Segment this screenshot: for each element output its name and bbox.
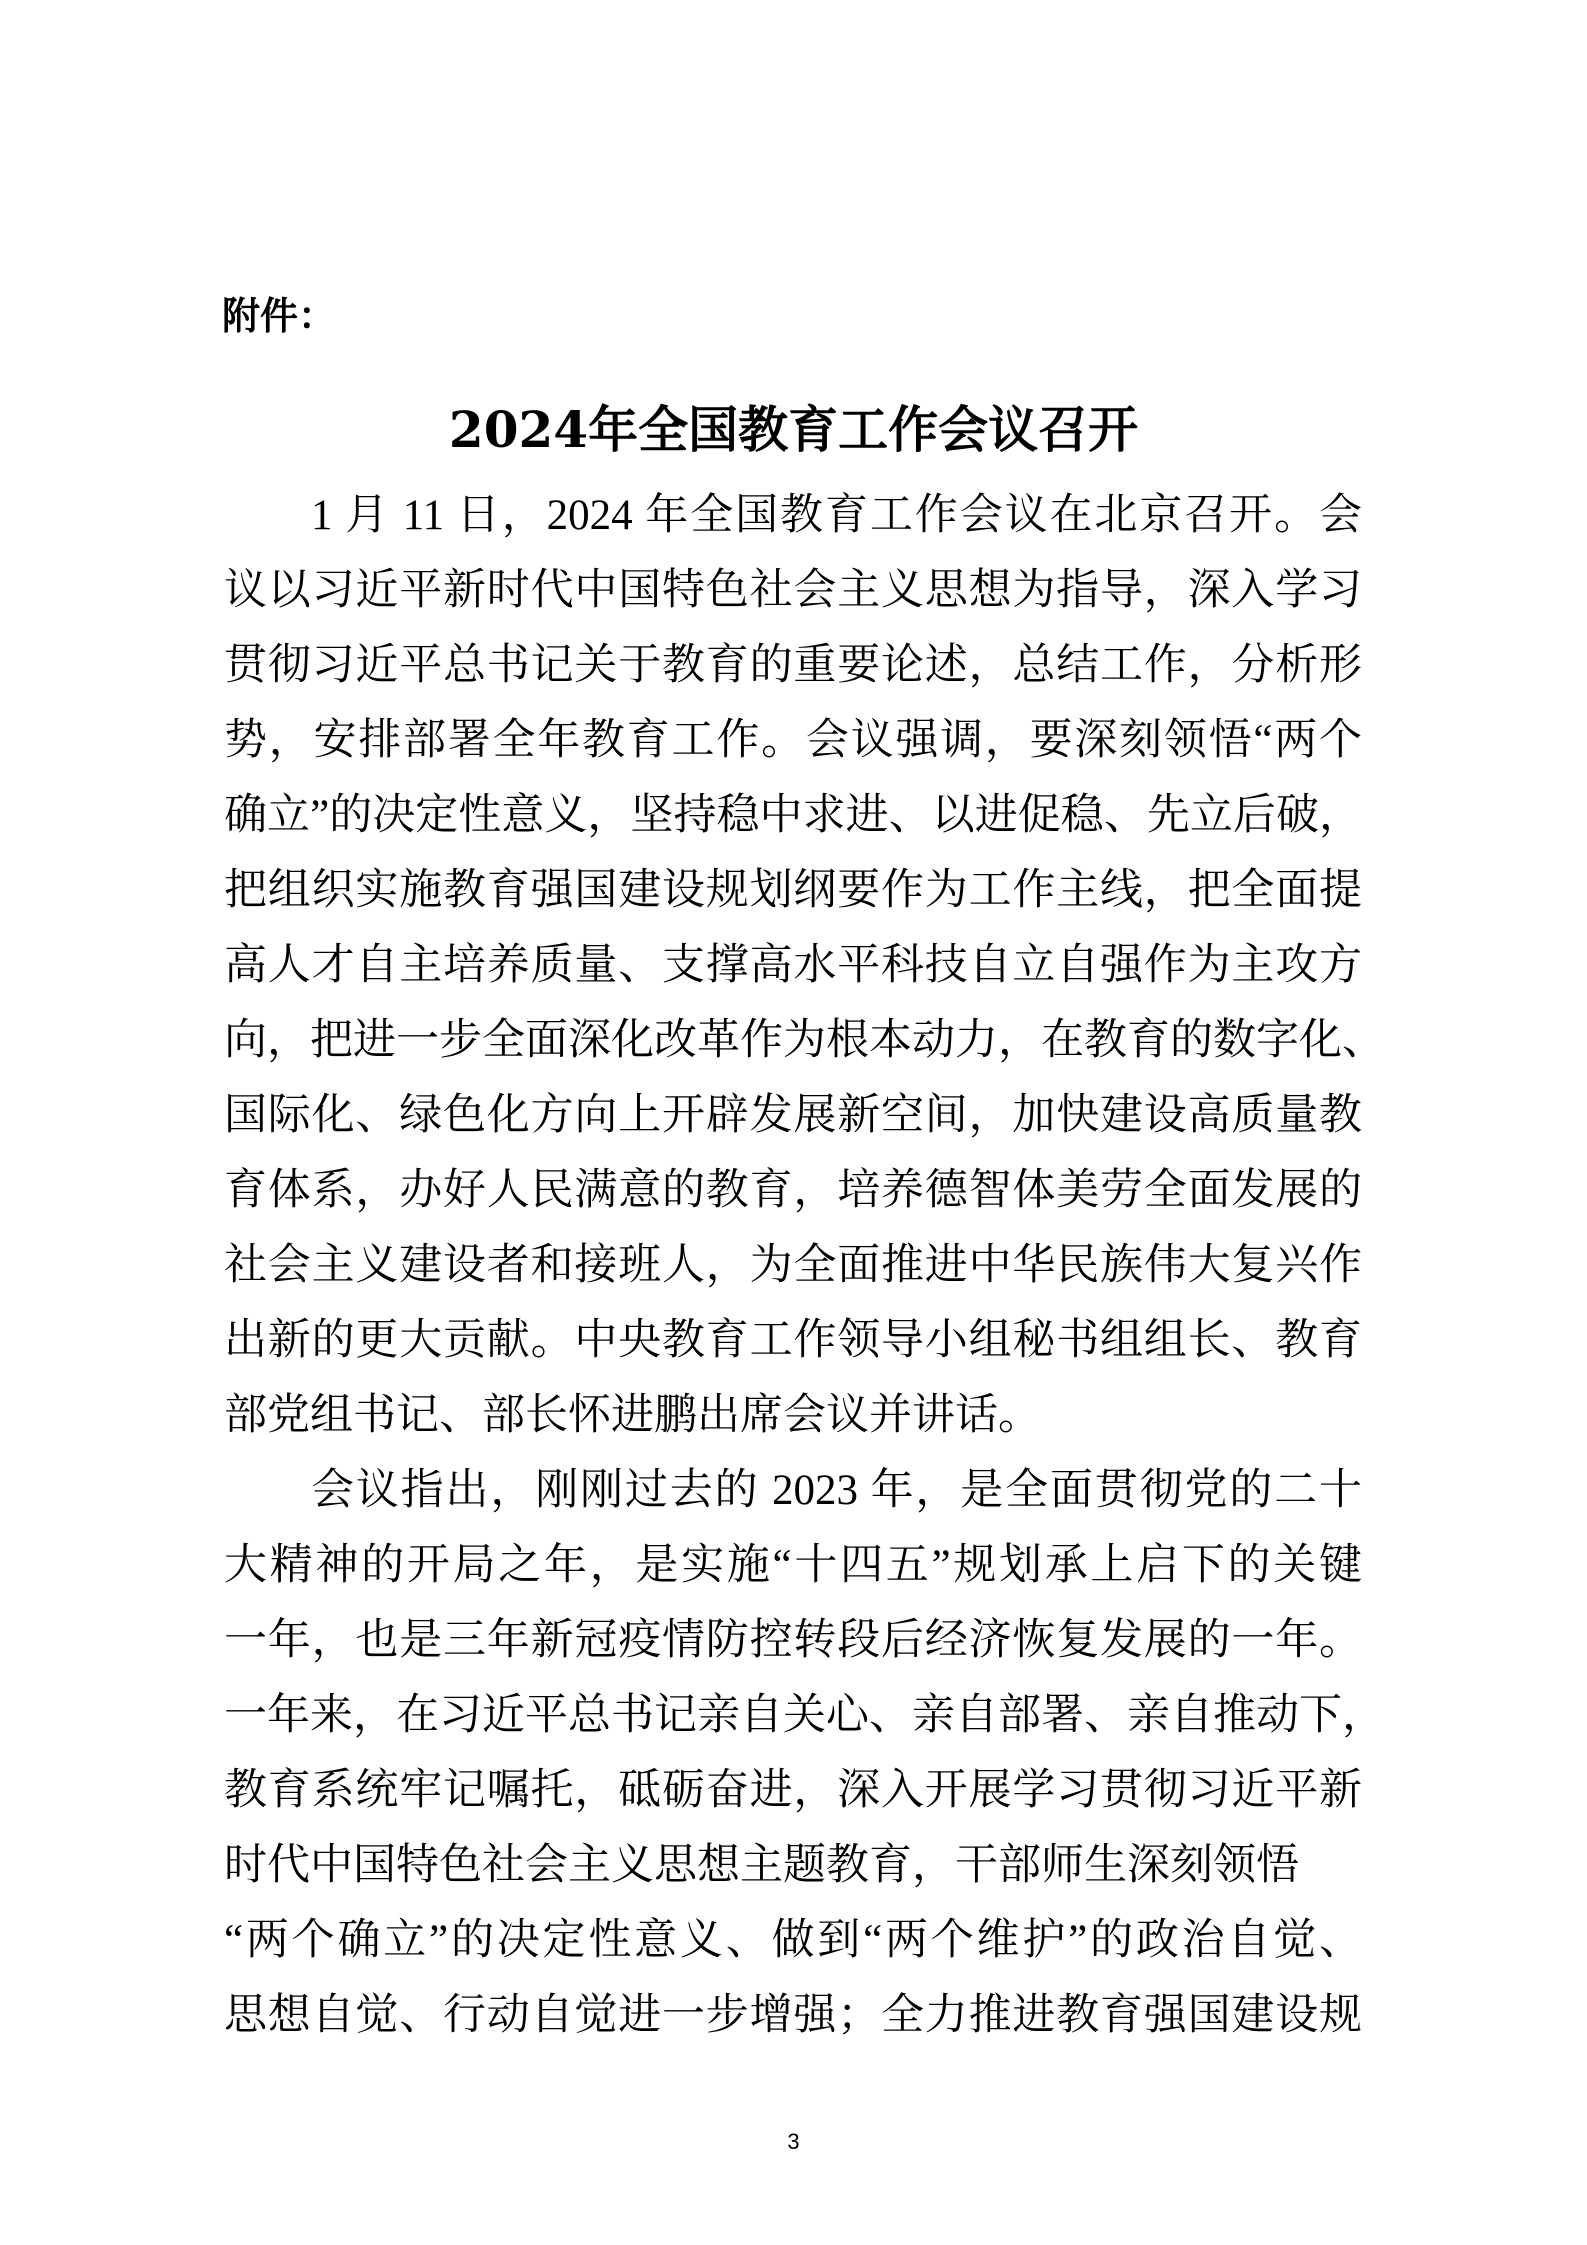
- text-line: 一年来，在习近平总书记亲自关心、亲自部署、亲自推动下，: [224, 1692, 1385, 1739]
- text-line: 育体系，办好人民满意的教育，培养德智体美劳全面发展的: [224, 1167, 1362, 1214]
- attachment-label: 附件：: [222, 294, 337, 338]
- document-title: 2024年全国教育工作会议召开: [448, 400, 1139, 459]
- text-line: 教育系统牢记嘱托，砥砺奋进，深入开展学习贯彻习近平新: [224, 1767, 1362, 1814]
- text-line: 贯彻习近平总书记关于教育的重要论述，总结工作，分析形: [224, 642, 1362, 689]
- text-line: 确立”的决定性意义，坚持稳中求进、以进促稳、先立后破，: [224, 792, 1362, 839]
- text-line: 思想自觉、行动自觉进一步增强；全力推进教育强国建设规: [224, 1992, 1362, 2039]
- paragraph-1: [224, 478, 1385, 1453]
- text-line: 社会主义建设者和接班人，为全面推进中华民族伟大复兴作: [224, 1242, 1362, 1289]
- text-line: 会议指出，刚刚过去的 2023 年，是全面贯彻党的二十: [311, 1467, 1362, 1514]
- text-line: 把组织实施教育强国建设规划纲要作为工作主线，把全面提: [224, 867, 1362, 914]
- text-line: 大精神的开局之年，是实施“十四五”规划承上启下的关键: [224, 1542, 1362, 1589]
- text-line: 向，把进一步全面深化改革作为根本动力，在教育的数字化、: [224, 1017, 1385, 1064]
- document-body: [224, 478, 1385, 2053]
- text-line: 国际化、绿色化方向上开辟发展新空间，加快建设高质量教: [224, 1092, 1362, 1139]
- text-line: “两个确立”的决定性意义、做到“两个维护”的政治自觉、: [224, 1917, 1362, 1964]
- text-line: 一年，也是三年新冠疫情防控转段后经济恢复发展的一年。: [224, 1617, 1362, 1664]
- text-line: 势，安排部署全年教育工作。会议强调，要深刻领悟“两个: [224, 717, 1362, 764]
- page-number: 3: [787, 2129, 800, 2154]
- text-line: 部党组书记、部长怀进鹏出席会议并讲话。: [224, 1392, 1041, 1439]
- text-line: 1 月 11 日，2024 年全国教育工作会议在北京召开。会: [311, 492, 1362, 539]
- paragraph-2: [224, 1453, 1385, 2053]
- text-line: 出新的更大贡献。中央教育工作领导小组秘书组组长、教育: [224, 1317, 1362, 1364]
- text-line: 议以习近平新时代中国特色社会主义思想为指导，深入学习: [224, 567, 1362, 614]
- text-line: 高人才自主培养质量、支撑高水平科技自立自强作为主攻方: [224, 942, 1362, 989]
- text-line: 时代中国特色社会主义思想主题教育，干部师生深刻领悟: [224, 1842, 1299, 1889]
